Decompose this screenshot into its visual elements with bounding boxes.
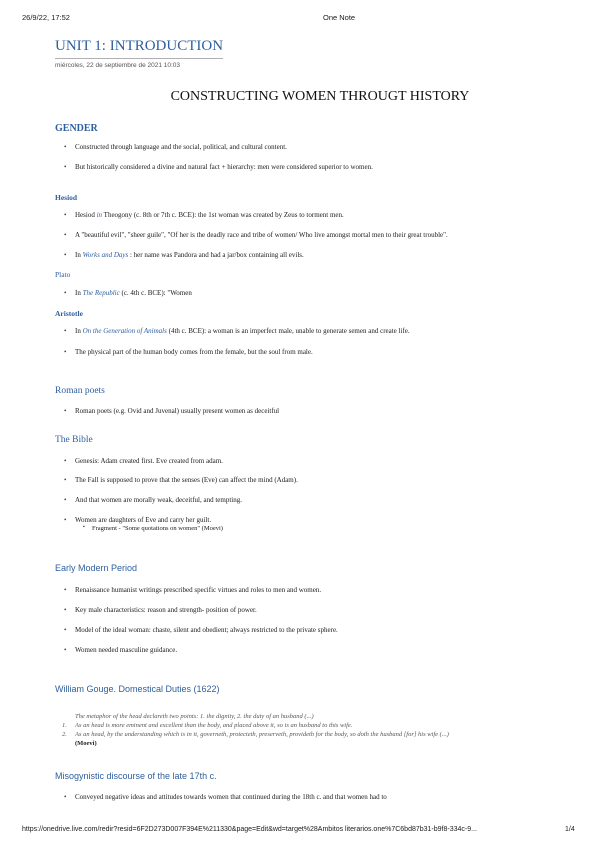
list-item: • Women are daughters of Eve and carry her guilt.: [75, 516, 211, 524]
plato-heading: Plato: [55, 270, 71, 279]
bible-heading: The Bible: [55, 435, 93, 445]
list-item: [75, 211, 344, 219]
text: Hesiod: [75, 211, 97, 219]
list-item: • Constructed through language and the social, political, and cultural content.: [75, 143, 287, 151]
sub-list-item: ▪ Fragment - "Some quotations on women" (Moevi): [92, 525, 223, 532]
text: (c. 8th or 7th c. BCE): the 1st woman was created by Zeus to torment men.: [132, 211, 344, 219]
list-item: [75, 251, 304, 259]
text: In: [75, 327, 83, 335]
text-in: in: [96, 211, 103, 219]
gender-heading: GENDER: [55, 123, 98, 134]
print-app-name: One Note: [323, 13, 356, 22]
text: (4th c. BCE): a woman is an imperfect male, unable to generate semen and create life.: [166, 327, 410, 335]
misogyny-heading: Misogynistic discourse of the late 17th c.: [55, 771, 217, 781]
list-item: • Women needed masculine guidance.: [75, 646, 177, 654]
list-item: • Renaissance humanist writings prescribed specific virtues and roles to men and women.: [75, 586, 321, 594]
list-item: • Key male characteristics: reason and strength- position of power.: [75, 606, 257, 614]
list-item: • But historically considered a divine and natural fact + hierarchy: men were considered superior to women.: [75, 163, 373, 171]
list-item: • A "beautiful evil", "sheer guile", "Of her is the deadly race and tribe of women/ Who live amongst mortal men to their great trouble".: [75, 231, 448, 239]
list-item: • Roman poets (e.g. Ovid and Juvenal) usually present women as deceitful: [75, 407, 279, 415]
list-item: • Conveyed negative ideas and attitudes towards women that continued during the 18th c. and that women had to: [75, 793, 387, 801]
list-item: • Model of the ideal woman: chaste, silent and obedient; always restricted to the private sphere.: [75, 626, 338, 634]
work-title: Theogony: [102, 211, 133, 219]
list-number: 2.: [62, 731, 67, 738]
list-item: • The Fall is supposed to prove that the senses (Eve) can affect the mind (Adam).: [75, 476, 298, 484]
list-item: • And that women are morally weak, deceitful, and tempting.: [75, 496, 242, 504]
gouge-heading: William Gouge. Domestical Duties (1622): [55, 684, 220, 694]
work-title: The Republic: [82, 289, 120, 297]
early-modern-heading: Early Modern Period: [55, 563, 138, 573]
work-title: Works and Days: [82, 251, 129, 259]
page-title: UNIT 1: INTRODUCTION: [55, 38, 224, 54]
page-date: miércoles, 22 de septiembre de 2021 10:03: [55, 62, 181, 69]
document-title: CONSTRUCTING WOMEN THROUGT HISTORY: [170, 89, 470, 104]
text: In: [75, 289, 83, 297]
text: In: [75, 251, 83, 259]
list-item: [75, 289, 192, 297]
page-count: 1/4: [565, 826, 575, 833]
quote-item: As an head is more eminent and excellent than the body, and placed above it, so is an husband to this wife.: [75, 722, 353, 729]
print-timestamp: 26/9/22, 17:52: [22, 13, 70, 22]
text: : her name was Pandora and had a jar/box containing all evils.: [128, 251, 304, 259]
text: (c. 4th c. BCE): "Women: [119, 289, 192, 297]
aristotle-heading: Aristotle: [55, 309, 83, 318]
title-divider: [55, 58, 223, 59]
quote-item: As an head, by the understanding which is in it, governeth, protecteth, preserveth, provideth for the body, so doth the husband [for] his wife (...): [75, 731, 449, 738]
roman-poets-heading: Roman poets: [55, 386, 105, 396]
list-item: [75, 327, 410, 335]
work-title: On the Generation of Animals: [82, 327, 167, 335]
list-item: • Genesis: Adam created first. Eve created from adam.: [75, 457, 223, 465]
hesiod-heading: Hesiod: [55, 193, 78, 202]
list-number: 1.: [62, 722, 67, 729]
quote-attribution: (Moevi): [75, 740, 97, 747]
quote-line: The metaphor of the head declareth two points: 1. the dignity, 2. the duty of an husband (...): [75, 713, 314, 720]
list-item: • The physical part of the human body comes from the female, but the soul from male.: [75, 348, 313, 356]
print-url: https://onedrive.live.com/redir?resid=6F2D273D007F394E%211330&page=Edit&wd=target%28Ambitos literarios.one%7C6bd87b31-b9f8-334c-9...: [22, 826, 477, 833]
